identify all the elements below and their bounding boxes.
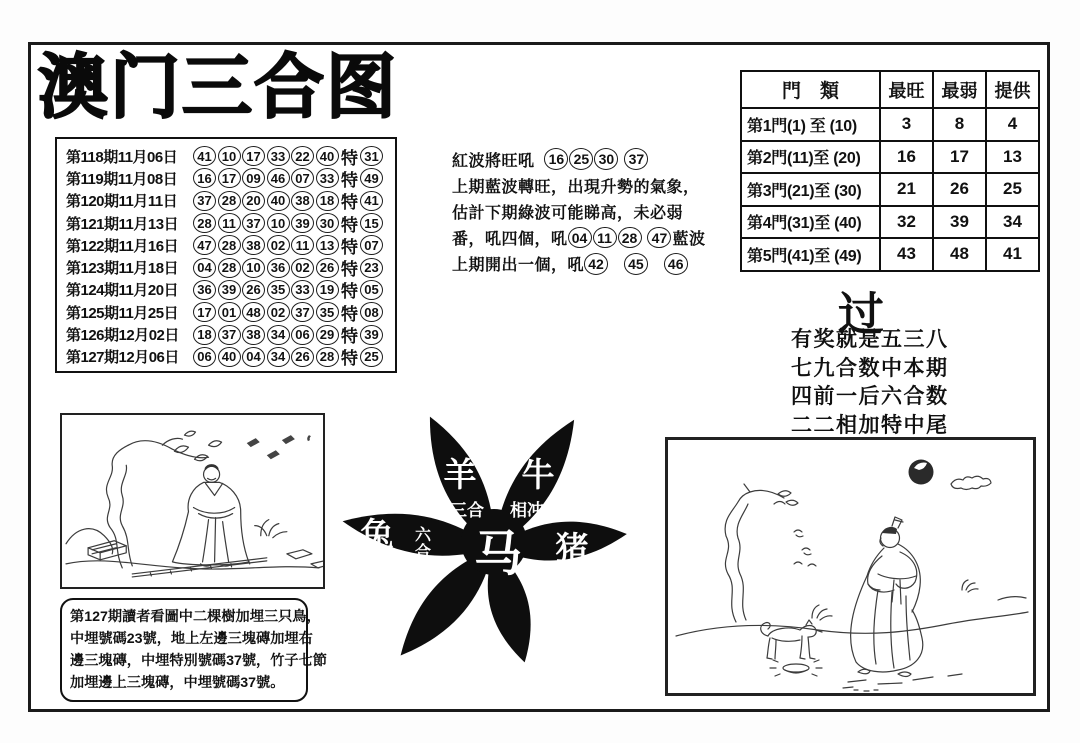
- sanhe-label: 三合: [450, 501, 484, 520]
- cloud-icon: [951, 476, 991, 489]
- gate-weak-cell: 48: [933, 238, 986, 271]
- illustration-left: [62, 415, 323, 587]
- note-text: [70, 606, 327, 694]
- number-ball: 38: [242, 325, 265, 345]
- special-marker: 特: [341, 304, 358, 324]
- forecast-text: [609, 255, 624, 273]
- birds-icon: [247, 435, 311, 459]
- man-icon: [172, 464, 248, 566]
- gate-weak-cell: 17: [933, 141, 986, 174]
- result-date-label: 第126期12月02日: [66, 327, 179, 345]
- lady-icon: [851, 517, 923, 677]
- number-ball: 33: [291, 280, 314, 300]
- number-ball: 17: [218, 168, 241, 188]
- gate-category-cell: 第3門(21)至 (30): [741, 173, 880, 206]
- illustration-left-frame: [60, 413, 325, 589]
- forecast-line: [452, 251, 742, 277]
- number-ball: 10: [267, 213, 290, 233]
- number-ball: 16: [544, 148, 568, 170]
- number-ball: 37: [291, 302, 314, 322]
- forecast-block: [452, 146, 742, 277]
- verse-line: 有奖就是五三八: [791, 328, 949, 351]
- bamboo-stick-icon: [132, 558, 267, 577]
- number-ball: 11: [291, 235, 314, 255]
- special-number-ball: 39: [360, 325, 383, 345]
- number-ball: 35: [267, 280, 290, 300]
- special-marker: 特: [341, 282, 358, 302]
- gate-offer-cell: 25: [986, 173, 1039, 206]
- verse-line: 四前一后六合数: [791, 385, 949, 408]
- gate-category-cell: 第1門(1) 至 (10): [741, 108, 880, 141]
- number-ball: 11: [218, 213, 241, 233]
- special-marker: 特: [341, 260, 358, 280]
- results-rows: [66, 145, 395, 368]
- number-ball: 04: [242, 347, 265, 367]
- number-ball: 28: [218, 258, 241, 278]
- special-number-ball: 15: [360, 213, 383, 233]
- gate-header-cell: 提供: [986, 71, 1039, 108]
- number-ball: 26: [242, 280, 265, 300]
- verse-line: 七九合数中本期: [791, 356, 949, 380]
- special-number-ball: 25: [360, 347, 383, 367]
- number-ball: 37: [624, 148, 648, 170]
- special-number-ball: 07: [360, 235, 383, 255]
- number-ball: 06: [193, 347, 216, 367]
- result-date-label: 第124期11月20日: [66, 282, 179, 300]
- result-row: [66, 301, 395, 323]
- illustration-right-frame: [665, 437, 1036, 696]
- result-row: [66, 279, 395, 301]
- result-row: [66, 323, 395, 345]
- number-ball: 40: [267, 191, 290, 211]
- verse-line: 二二相加特中尾: [791, 413, 949, 437]
- number-ball: 46: [267, 168, 290, 188]
- number-ball: 48: [242, 302, 265, 322]
- forecast-lines: [452, 146, 742, 277]
- special-marker: 特: [341, 148, 358, 168]
- number-ball: 28: [618, 227, 642, 249]
- zodiac-ox-label: 牛: [521, 456, 555, 493]
- number-ball: 19: [316, 280, 339, 300]
- forecast-text: 紅波將旺吼: [452, 152, 545, 170]
- gate-offer-cell: 13: [986, 141, 1039, 174]
- number-ball: 18: [193, 325, 216, 345]
- result-date-label: 第123期11月18日: [66, 260, 179, 278]
- ground-icon: [66, 529, 319, 569]
- grass-icon: [255, 520, 287, 538]
- special-number-ball: 23: [360, 258, 383, 278]
- result-row: [66, 167, 395, 189]
- special-number-ball: 05: [360, 280, 383, 300]
- note-line: 加埋邊上三塊磚，中埋號碼37號。: [70, 675, 285, 691]
- number-ball: 10: [242, 258, 265, 278]
- gate-header-cell: 最弱: [933, 71, 986, 108]
- result-row: [66, 212, 395, 234]
- verse-lines: [791, 326, 949, 440]
- gate-hot-cell: 16: [880, 141, 933, 174]
- gate-table: [740, 70, 1040, 272]
- number-ball: 30: [316, 213, 339, 233]
- number-ball: 28: [316, 347, 339, 367]
- number-ball: 33: [267, 146, 290, 166]
- gate-header-cell: 門 類: [741, 71, 880, 108]
- forecast-text: 上期藍波轉旺，出現升勢的氣象，: [452, 178, 700, 196]
- number-ball: 37: [193, 191, 216, 211]
- dog-icon: [761, 620, 822, 659]
- special-marker: 特: [341, 237, 358, 257]
- special-number-ball: 08: [360, 302, 383, 322]
- special-marker: 特: [341, 349, 358, 369]
- gate-header-row: [741, 71, 1039, 108]
- forecast-line: [452, 198, 742, 224]
- gate-hot-cell: 3: [880, 108, 933, 141]
- special-number-ball: 41: [360, 191, 383, 211]
- number-ball: 25: [569, 148, 593, 170]
- number-ball: 28: [218, 235, 241, 255]
- gate-category-cell: 第5門(41)至 (49): [741, 238, 880, 271]
- number-ball: 10: [218, 146, 241, 166]
- forecast-text: [649, 255, 664, 273]
- result-date-label: 第118期11月06日: [66, 148, 178, 166]
- gate-row: [741, 173, 1039, 206]
- result-row: [66, 234, 395, 256]
- result-date-label: 第122期11月16日: [66, 237, 179, 255]
- result-date-label: 第119期11月08日: [66, 170, 178, 188]
- special-marker: 特: [341, 170, 358, 190]
- number-ball: 16: [193, 168, 216, 188]
- number-ball: 30: [594, 148, 618, 170]
- number-ball: 46: [664, 253, 688, 275]
- result-row: [66, 190, 395, 212]
- number-ball: 36: [267, 258, 290, 278]
- gate-hot-cell: 32: [880, 206, 933, 239]
- number-ball: 33: [316, 168, 339, 188]
- forecast-text: 上期開出一個，吼: [452, 257, 585, 275]
- result-date-label: 第120期11月11日: [66, 193, 178, 211]
- number-ball: 04: [193, 258, 216, 278]
- number-ball: 41: [193, 146, 216, 166]
- number-ball: 17: [242, 146, 265, 166]
- number-ball: 04: [568, 227, 592, 249]
- number-ball: 42: [584, 253, 608, 275]
- number-ball: 34: [267, 347, 290, 367]
- liuhe-label-top: 六: [414, 527, 432, 544]
- number-ball: 34: [267, 325, 290, 345]
- gate-row: [741, 108, 1039, 141]
- gate-offer-cell: 4: [986, 108, 1039, 141]
- number-ball: 29: [316, 325, 339, 345]
- number-ball: 39: [218, 280, 241, 300]
- gate-hot-cell: 43: [880, 238, 933, 271]
- page-title: 澳门三合图: [38, 48, 398, 126]
- number-ball: 47: [647, 227, 671, 249]
- note-line: 邊三塊磚，中埋特別號碼37號，竹子七節: [70, 653, 327, 669]
- illustration-right: [668, 440, 1033, 693]
- gate-row: [741, 141, 1039, 174]
- number-ball: 18: [316, 191, 339, 211]
- gate-category-cell: 第4門(31)至 (40): [741, 206, 880, 239]
- gate-offer-cell: 34: [986, 206, 1039, 239]
- number-ball: 40: [218, 347, 241, 367]
- special-number-ball: 49: [360, 168, 383, 188]
- result-row: [66, 145, 395, 167]
- number-ball: 37: [242, 213, 265, 233]
- forecast-line: [452, 146, 742, 172]
- gate-body: [741, 108, 1039, 271]
- bowl-icon: [770, 660, 822, 676]
- gate-weak-cell: 8: [933, 108, 986, 141]
- number-ball: 20: [242, 191, 265, 211]
- forecast-line: [452, 172, 742, 198]
- number-ball: 37: [218, 325, 241, 345]
- gate-category-cell: 第2門(11)至 (20): [741, 141, 880, 174]
- bricks-icon: [88, 541, 126, 560]
- stones-icon: [287, 550, 323, 568]
- number-ball: 40: [316, 146, 339, 166]
- zodiac-pig-label: 猪: [555, 530, 589, 567]
- liuhe-label-bottom: 合: [414, 544, 432, 561]
- forecast-text: 番，吼四個，吼: [452, 231, 568, 249]
- number-ball: 39: [291, 213, 314, 233]
- zodiac-rabbit-label: 兔: [360, 516, 394, 553]
- gate-hot-cell: 21: [880, 173, 933, 206]
- number-ball: 28: [193, 213, 216, 233]
- special-marker: 特: [341, 193, 358, 213]
- number-ball: 02: [291, 258, 314, 278]
- number-ball: 38: [291, 191, 314, 211]
- moon-icon: [909, 460, 934, 485]
- gate-row: [741, 206, 1039, 239]
- note-line: 第127期讀者看圖中二棵樹加埋三只鳥，: [70, 609, 321, 625]
- xiangchong-label: 相冲: [510, 501, 544, 520]
- gate-offer-cell: 41: [986, 238, 1039, 271]
- number-ball: 38: [242, 235, 265, 255]
- zodiac-flower: [328, 396, 660, 672]
- number-ball: 45: [624, 253, 648, 275]
- forecast-text: 藍波: [672, 231, 706, 249]
- result-date-label: 第127期12月06日: [66, 349, 179, 367]
- gate-weak-cell: 26: [933, 173, 986, 206]
- result-row: [66, 346, 395, 368]
- gate-row: [741, 238, 1039, 271]
- number-ball: 22: [291, 146, 314, 166]
- ground-icon: [676, 597, 1028, 636]
- number-ball: 28: [218, 191, 241, 211]
- number-ball: 26: [316, 258, 339, 278]
- number-ball: 17: [193, 302, 216, 322]
- gate-weak-cell: 39: [933, 206, 986, 239]
- number-ball: 26: [291, 347, 314, 367]
- number-ball: 13: [316, 235, 339, 255]
- grass-icon: [812, 580, 978, 620]
- number-ball: 07: [291, 168, 314, 188]
- note-line: 中埋號碼23號，地上左邊三塊磚加埋右: [70, 631, 313, 647]
- number-ball: 36: [193, 280, 216, 300]
- special-marker: 特: [341, 215, 358, 235]
- tree-icon: [725, 484, 816, 622]
- number-ball: 02: [267, 302, 290, 322]
- number-ball: 47: [193, 235, 216, 255]
- number-ball: 02: [267, 235, 290, 255]
- note-box: [60, 598, 327, 702]
- number-ball: 01: [218, 302, 241, 322]
- results-table: [55, 137, 397, 373]
- number-ball: 11: [593, 227, 617, 249]
- number-ball: 06: [291, 325, 314, 345]
- result-date-label: 第121期11月13日: [66, 215, 179, 233]
- forecast-text: 估計下期綠波可能睇高，未必弱: [452, 204, 684, 222]
- result-row: [66, 256, 395, 278]
- pass-character: 过: [838, 288, 884, 340]
- special-marker: 特: [341, 327, 358, 347]
- number-ball: 35: [316, 302, 339, 322]
- special-number-ball: 31: [360, 146, 383, 166]
- verse-block: [791, 326, 949, 440]
- zodiac-goat-label: 羊: [443, 456, 477, 493]
- gate-header-cell: 最旺: [880, 71, 933, 108]
- forecast-line: [452, 225, 742, 251]
- number-ball: 09: [242, 168, 265, 188]
- result-date-label: 第125期11月25日: [66, 304, 179, 322]
- zodiac-horse-label: 马: [473, 528, 523, 581]
